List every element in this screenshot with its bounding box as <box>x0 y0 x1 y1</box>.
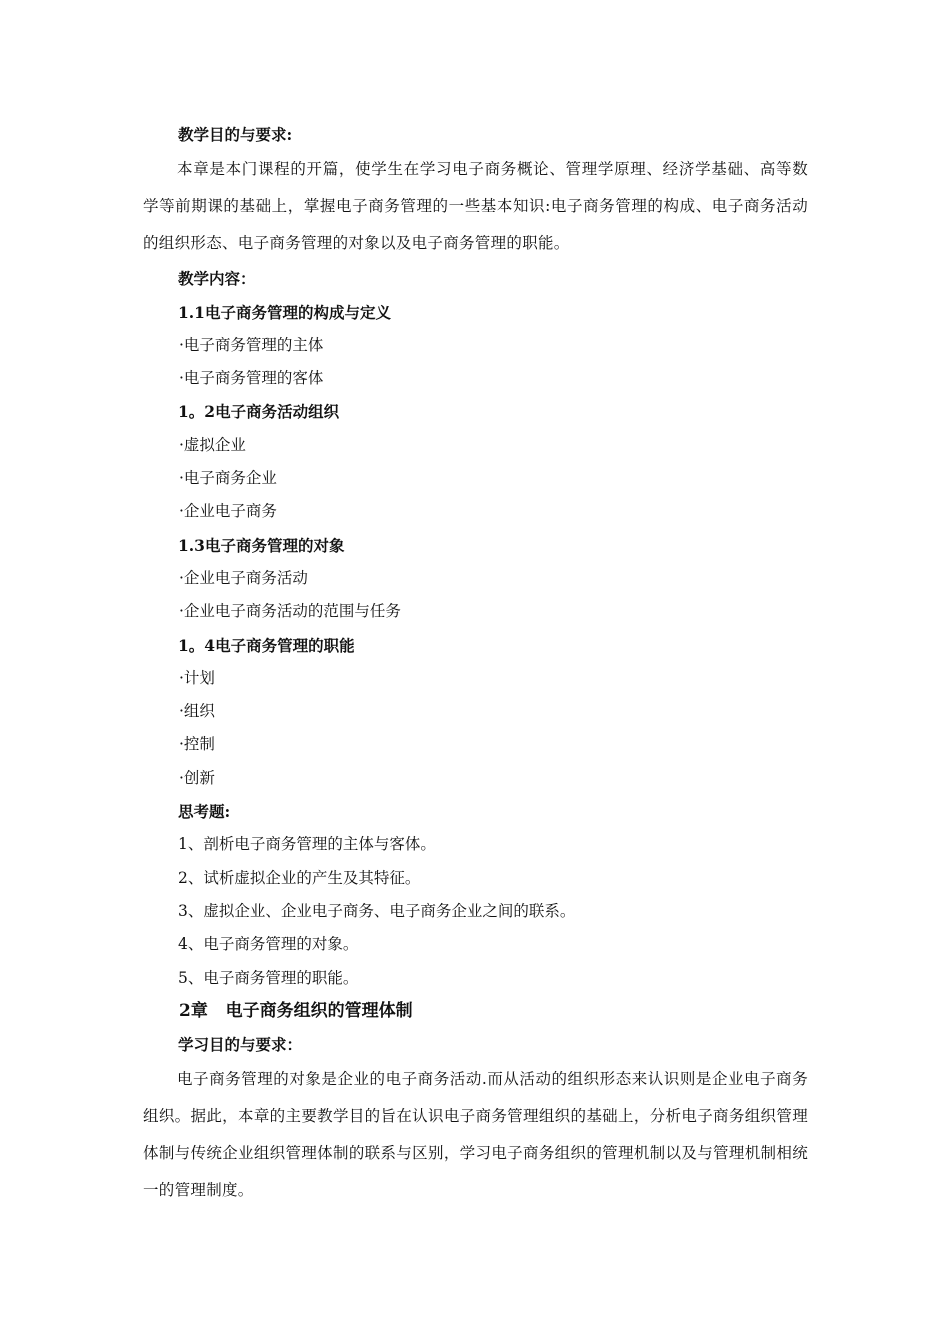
topic-bullet: ·计划 <box>179 668 215 687</box>
topic-title: 1。2电子商务活动组织 <box>178 402 340 422</box>
topic-title: 1.3电子商务管理的对象 <box>178 535 345 555</box>
topic-bullet: ·企业电子商务活动的范围与任务 <box>179 602 401 621</box>
goal-heading: 教学目的与要求: <box>178 125 293 144</box>
topic-bullet: ·电子商务企业 <box>179 469 277 488</box>
questions-heading: 思考题: <box>178 802 231 822</box>
chapter-goal-paragraph: 电子商务管理的对象是企业的电子商务活动.而从活动的组织形态来认识则是企业电子商务组织。据此，本章的主要教学目的旨在认识电子商务管理组织的基础上，分析电子商务组织管理体制与传统企业组织管理体制的联系与区别，学习电子商务组织的管理机制以及与管理机制相统一的管理制度。 <box>143 1070 808 1200</box>
topic-bullet: ·电子商务管理的主体 <box>179 335 324 354</box>
topic-bullet: ·控制 <box>179 735 215 754</box>
chapter-goal-heading: 学习目的与要求： <box>178 1034 303 1054</box>
goal-paragraph: 本章是本门课程的开篇，使学生在学习电子商务概论、管理学原理、经济学基础、高等数学等前期课的基础上，掌握电子商务管理的一些基本知识:电子商务管理的构成、电子商务活动的组织形态、电子商务管理的对象以及电子商务管理的职能。 <box>143 160 808 253</box>
question-item: 1、剖析电子商务管理的主体与客体。 <box>178 835 436 854</box>
topic-bullet: ·创新 <box>179 768 215 787</box>
topic-bullet: ·虚拟企业 <box>179 435 246 454</box>
topic-bullet: ·电子商务管理的客体 <box>179 369 324 388</box>
question-item: 2、试析虚拟企业的产生及其特征。 <box>178 868 421 887</box>
document-page <box>143 118 808 1209</box>
topic-bullet: ·组织 <box>179 702 215 721</box>
topic-title: 1。4电子商务管理的职能 <box>178 635 355 655</box>
chapter-title: 2章 电子商务组织的管理体制 <box>179 1000 413 1021</box>
topic-bullet: ·企业电子商务活动 <box>179 568 308 587</box>
question-item: 3、虚拟企业、企业电子商务、电子商务企业之间的联系。 <box>178 901 576 920</box>
question-item: 4、电子商务管理的对象。 <box>178 935 359 954</box>
topic-bullet: ·企业电子商务 <box>179 502 277 521</box>
content-heading: 教学内容： <box>178 269 256 289</box>
topic-title: 1.1电子商务管理的构成与定义 <box>178 302 391 322</box>
question-item: 5、电子商务管理的职能。 <box>178 968 359 987</box>
